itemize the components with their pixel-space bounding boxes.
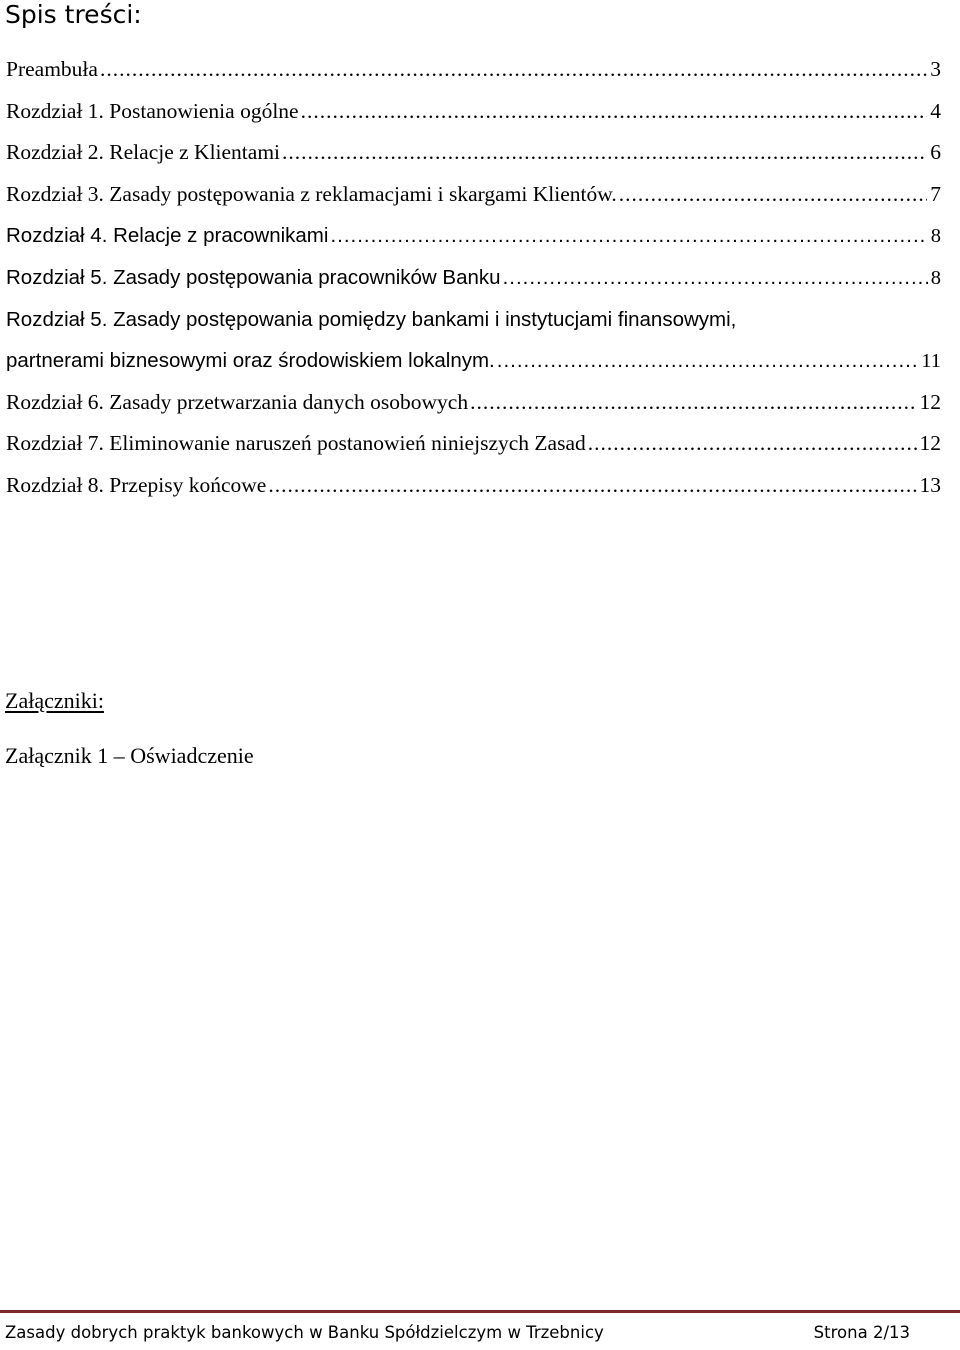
toc-entry-chapter-1[interactable]	[6, 91, 941, 133]
toc-entry-title-line1: Rozdział 5. Zasady postępowania pomiędzy bankami i instytucjami finansowymi,	[6, 307, 737, 331]
toc-entry-title: Rozdział 7. Eliminowanie naruszeń postanowień niniejszych Zasad	[6, 431, 586, 456]
attachment-name: Oświadczenie	[130, 743, 254, 768]
toc-entry-page: 3	[930, 57, 941, 81]
table-of-contents	[6, 49, 941, 507]
toc-entry-page: 4	[930, 98, 941, 123]
toc-entry-title: Rozdział 4. Relacje z pracownikami	[6, 224, 329, 248]
toc-entry-page: 12	[919, 389, 941, 414]
toc-entry-page: 11	[921, 350, 941, 373]
dot-leader	[497, 340, 919, 382]
toc-entry-chapter-4[interactable]	[6, 215, 941, 257]
dot-leader	[282, 132, 927, 174]
toc-entry-title: Rozdział 2. Relacje z Klientami	[6, 140, 281, 165]
toc-entry-page: 8	[930, 225, 941, 248]
toc-entry-title: Rozdział 5. Zasady postępowania pracowników Banku	[6, 265, 501, 289]
toc-entry-title: Rozdział 6. Zasady przetwarzania danych osobowych	[6, 389, 469, 414]
toc-entry-page: 8	[930, 266, 941, 289]
attachment-dash: –	[113, 743, 125, 768]
toc-entry-preamble[interactable]	[6, 49, 941, 91]
toc-entry-chapter-3[interactable]	[6, 174, 941, 216]
dot-leader	[470, 382, 916, 424]
footer-page-number: Strona 2/13	[813, 1323, 910, 1342]
toc-entry-chapter-5b[interactable]	[6, 299, 941, 382]
toc-entry-title: Preambuła	[6, 57, 98, 81]
toc-heading: Spis treści:	[5, 0, 142, 29]
footer-divider-gap	[0, 1313, 960, 1315]
toc-entry-page: 13	[919, 472, 941, 497]
footer-document-title: Zasady dobrych praktyk bankowych w Banku Spółdzielczym w Trzebnicy	[5, 1323, 604, 1342]
dot-leader	[301, 91, 928, 133]
toc-entry-title: Rozdział 1. Postanowienia ogólne	[6, 98, 299, 123]
dot-leader	[588, 423, 917, 465]
toc-entry-title-line2: partnerami biznesowymi oraz środowiskiem lokalnym.	[6, 349, 495, 373]
toc-entry-chapter-5a[interactable]	[6, 257, 941, 299]
dot-leader	[619, 174, 927, 216]
toc-entry-chapter-2[interactable]	[6, 132, 941, 174]
toc-entry-page: 12	[919, 431, 941, 456]
dot-leader	[503, 257, 928, 299]
toc-entry-chapter-7[interactable]	[6, 423, 941, 465]
dot-leader	[100, 49, 927, 91]
attachment-item	[5, 743, 254, 769]
dot-leader	[268, 465, 916, 507]
toc-entry-page: 6	[930, 140, 941, 165]
attachments-heading: Załączniki:	[5, 688, 104, 713]
attachment-label: Załącznik 1	[5, 743, 109, 768]
toc-entry-page: 7	[930, 181, 941, 206]
toc-entry-chapter-6[interactable]	[6, 382, 941, 424]
dot-leader	[330, 215, 927, 257]
toc-entry-chapter-8[interactable]	[6, 465, 941, 507]
toc-entry-title: Rozdział 3. Zasady postępowania z reklamacjami i skargami Klientów.	[6, 181, 617, 206]
toc-entry-title: Rozdział 8. Przepisy końcowe	[6, 472, 267, 497]
